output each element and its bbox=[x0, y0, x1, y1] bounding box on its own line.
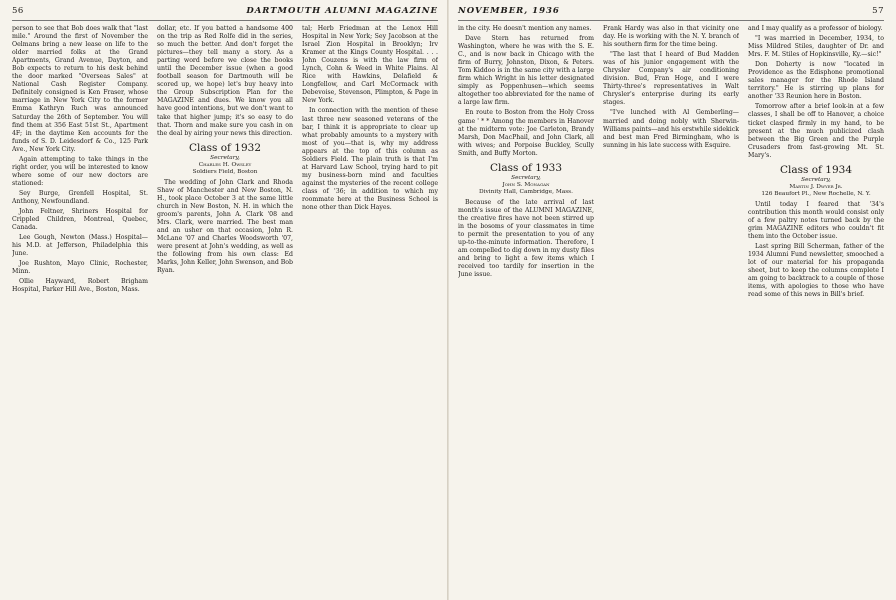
paragraph: in the city. He doesn't mention any names. bbox=[458, 25, 592, 32]
paragraph: tal; Herb Friedman at the Lenox Hill Hospital in New York; Sey Jacobson at the Israel Zion Hospital in Brooklyn; Irv Kramer at the Kings County Hospital. . . . John Couzens is with the law firm of Lynch, Cohn & Weed in White Plains. Al Rice with Hawkins, Delafield & Longfellow, and Carl McCormack with Debevoise, Stevenson, Plimpton, & Page in New York. bbox=[302, 25, 438, 105]
paragraph: John Feltner, Shriners Hospital for Crippled Children, Montreal, Quebec, Canada. bbox=[12, 208, 148, 232]
left-magazine-title: DARTMOUTH ALUMNI MAGAZINE bbox=[246, 6, 438, 16]
right-page-number: 57 bbox=[872, 6, 884, 16]
left-running-head bbox=[12, 6, 438, 21]
paragraph: person to see that Bob does walk that "last mile." Around the first of November the Oelmans bring a new lease on life to the older married folks at the Grand Apartments, Grand Avenue, Dayton, and Bob expects to return to his desk behind the door marked "Overseas Sales" at National Cash Register Company. Definitely consigned is Ken Fraser, whose marriage in New York City to the former Emma Kathryn Ruch was announced Saturday the 26th of September. You will find them at 356 East 51st St., Apartment 4F; in the daytime Ken accounts for the funds of S. D. Leidesdorf & Co., 125 Park Ave., New York City. bbox=[12, 25, 148, 153]
paragraph: The wedding of John Clark and Rhoda Shaw of Manchester and New Boston, N. H., took place October 3 at the same little church in New Boston, N. H. in which the groom's parents, John A. Clark '08 and Mrs. Clark, were married. The best man and an usher on that occasion, John R. McLane '07 and Charles Woodsworth '07, were present at John's wedding, as well as the following from his own class: Ed Marks, John Keller, John Swenson, and Bob Ryan. bbox=[157, 178, 293, 275]
paragraph: Last spring Bill Scherman, father of the 1934 Alumni Fund newsletter, smooched a lot of our material for his propaganda sheet, but to keep the columns complete I am going to backtrack to a couple of those items, with apologies to those who have read some of this news in Bill's brief. bbox=[748, 242, 884, 299]
left-columns bbox=[12, 25, 438, 599]
paragraph: Don Doherty is now "located in Providence as the Edisphone promotional sales manager for the Rhode Island territory." He is stirring up plans for another '33 Reunion here in Boston. bbox=[748, 61, 884, 101]
paragraph: Until today I feared that '34's contribution this month would consist only of a few paltry notes turned back by the grim MAGAZINE editors who couldn't fit them into the October issue. bbox=[748, 200, 884, 240]
paragraph: Frank Hardy was also in that vicinity one day. He is working with the N. Y. branch of his southern firm for the time being. bbox=[603, 25, 739, 49]
class-1932-secretary-label: Secretary, bbox=[210, 154, 240, 161]
class-1934-secretary-label: Secretary, bbox=[801, 176, 831, 183]
right-col-2 bbox=[603, 25, 739, 599]
paragraph: "I've lunched with Al Gemberling—married and doing nobly with Sherwin-Williams paints—and his erstwhile sidekick and best man Fred Birmingham, who is sunning in his late success with Esquire. bbox=[603, 109, 739, 149]
right-running-head bbox=[458, 6, 884, 21]
paragraph: Tomorrow after a brief look-in at a few classes, I shall be off to Hanover, a choice ticket clasped firmly in my hand, to be present at the much publicized clash between the Big Green and the Purple Crusaders from fast-growing Mt. St. Mary's. bbox=[748, 103, 884, 159]
paragraph: Ollie Hayward, Robert Brigham Hospital, Parker Hill Ave., Boston, Mass. bbox=[12, 278, 148, 294]
left-col-2 bbox=[157, 25, 293, 599]
left-page-number: 56 bbox=[12, 6, 24, 16]
class-1934-address: 126 Beaufort Pl., New Rochelle, N. Y. bbox=[761, 190, 871, 197]
class-1932-address: Soldiers Field, Boston bbox=[192, 168, 258, 175]
right-col-3 bbox=[748, 25, 884, 599]
class-1933-heading: Class of 1933 bbox=[489, 161, 563, 174]
paragraph: En route to Boston from the Holy Cross game ' * * Among the members in Hanover at the midterm vote: Joe Carleton, Brandy Marsh, Don MacPhail, and John Clark, all with wives; and Porpoise Buckley, Scully Smith, and Buffy Morton. bbox=[458, 109, 594, 157]
right-columns bbox=[458, 25, 884, 599]
right-issue-date: NOVEMBER, 1936 bbox=[458, 6, 560, 16]
right-page bbox=[448, 0, 896, 600]
paragraph: Sey Burge, Grenfell Hospital, St. Anthony, Newfoundland. bbox=[12, 189, 148, 205]
class-1933-address: Divinity Hall, Cambridge, Mass. bbox=[478, 188, 573, 195]
paragraph: dollar, etc. If you batted a handsome 400 on the trip as Red Rolfe did in the series, so much the better. And don't forget the pictures—they tell many a story. As a parting word before we close the books until the December issue (when a good football season for Dartmouth will be scored up, we hope) let's buy heavy into the Group Subscription Plan for the MAGAZINE and dues. We know you all have good intentions, but we don't want to take that higher jump; it's so easy to do that. Thorn and make sure you cash in on the deal by airing your news this direction. bbox=[157, 25, 293, 137]
paragraph: Because of the late arrival of last month's issue of the ALUMNI MAGAZINE, the creative fires have not been stirred up in the bosoms of your classmates in time to permit the presentation to you of any up-to-the-minute information. Therefore, I am compelled to dig down in my dusty files and bring to light a few items which I received too tardily for insertion in the June issue. bbox=[458, 198, 594, 279]
paragraph: "I was married in December, 1934, to Miss Mildred Stiles, daughter of Dr. and Mrs. F. M. Stiles of Hopkinsville, Ky.—sic!" bbox=[748, 35, 884, 59]
class-1934-heading: Class of 1934 bbox=[779, 163, 853, 176]
paragraph: "The last that I heard of Bud Madden was of his junior engagement with the Chrysler Company's air conditioning division. Bud, Fran Hoge, and I were Thirty-three's representatives in Walt Chrysler's enterprise during its early stages. bbox=[603, 51, 739, 107]
class-1933-secretary-name: John S. Monagan bbox=[502, 181, 550, 188]
class-1932-secretary-name: Charles H. Owsley bbox=[198, 161, 252, 168]
paragraph: Again attempting to take things in the right order, you will be interested to know where some of our new doctors are stationed: bbox=[12, 155, 148, 187]
paragraph: Dave Stern has returned from Washington, where he was with the S. E. C., and is now back in Chicago with the firm of Burry, Johnston, Dixon, & Peters. Tom Kiddoo is in the same city with a large firm which Wright in his letter designated simply as Poppenhusen—which seems altogether too abbreviated for the name of a large law firm. bbox=[458, 35, 594, 107]
paragraph: Lee Gough, Newton (Mass.) Hospital—his M.D. at Jefferson, Philadelphia this June. bbox=[12, 234, 148, 258]
paragraph: and I may qualify as a professor of biology. bbox=[748, 25, 883, 32]
class-1934-secretary-name: Martin J. Dwyer Jr. bbox=[789, 183, 843, 190]
class-1932-heading: Class of 1932 bbox=[188, 141, 262, 154]
paragraph: Joe Rushton, Mayo Clinic, Rochester, Minn. bbox=[12, 260, 148, 276]
left-col-1 bbox=[12, 25, 148, 599]
paragraph: In connection with the mention of these last three new seasoned veterans of the bar, I think it is appropriate to clear up what probably amounts to a mystery with most of you—that is, why my address appears at the top of this column as Soldiers Field. The plain truth is that I'm at Harvard Law School, trying hard to pit my business-born mind and faculties against the mysteries of the recent college class of '36; in addition to which my roommate here at the Business School is none other than Dick Hayes. bbox=[302, 107, 438, 212]
class-1933-secretary-label: Secretary, bbox=[511, 174, 541, 181]
right-col-1 bbox=[458, 25, 594, 599]
left-col-3 bbox=[302, 25, 438, 599]
